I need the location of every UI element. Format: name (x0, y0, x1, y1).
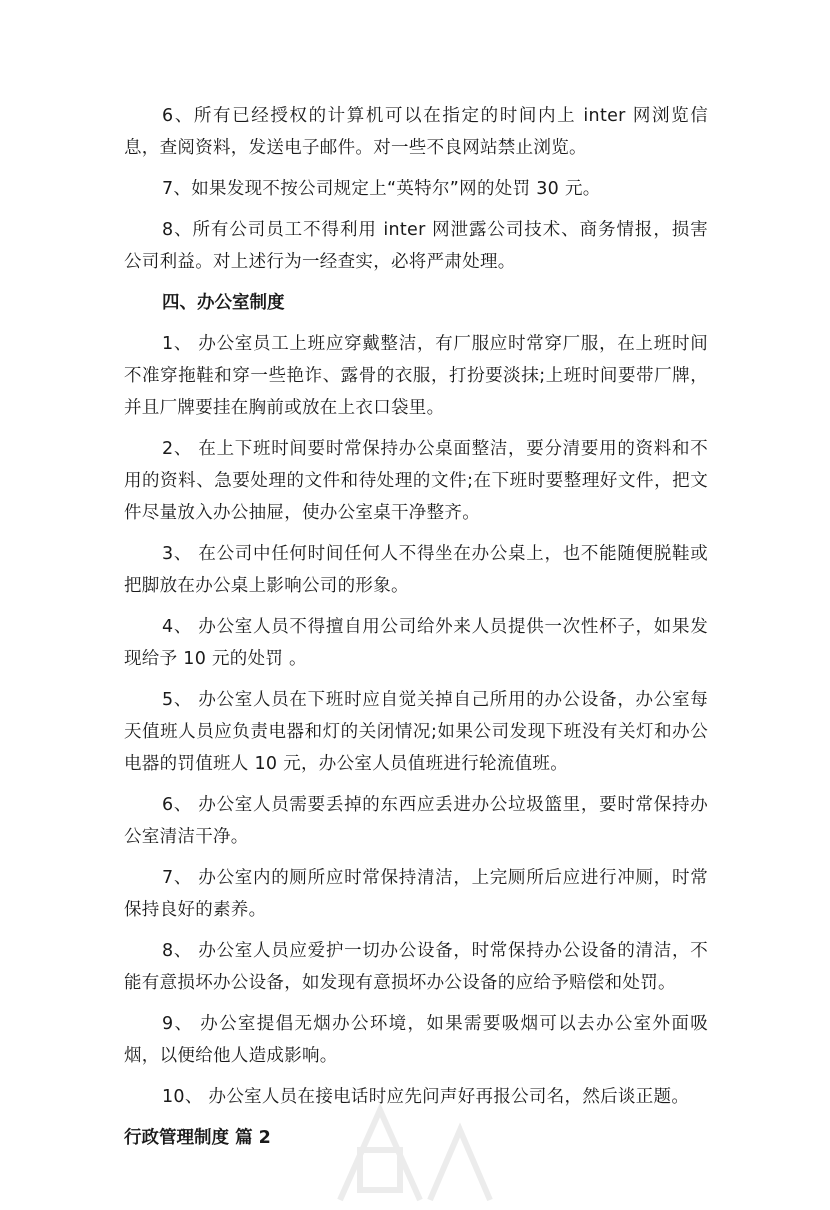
office-rule-10: 10、 办公室人员在接电话时应先问声好再报公司名，然后谈正题。 (162, 1087, 690, 1107)
office-rule-2: 2、 在上下班时间要时常保持办公桌面整洁，要分清要用的资料和不用的资料、急要处理的文件和待处理的文件;在下班时要整理好文件，把文件尽量放入办公抽屉，使办公室桌干净整齐。 (124, 439, 708, 523)
paragraph-internet-rule-6: 6、所有已经授权的计算机可以在指定的时间内上 inter 网浏览信息，查阅资料，发送电子邮件。对一些不良网站禁止浏览。 (124, 106, 708, 158)
office-rule-1: 1、 办公室员工上班应穿戴整洁，有厂服应时常穿厂服，在上班时间不准穿拖鞋和穿一些艳诈、露骨的衣服，打扮要淡抹;上班时间要带厂牌，并且厂牌要挂在胸前或放在上衣口袋里。 (124, 334, 708, 418)
section-heading-office-rules: 四、办公室制度 (162, 293, 285, 313)
office-rule-7: 7、 办公室内的厕所应时常保持清洁，上完厕所后应进行冲厕，时常保持良好的素养。 (124, 868, 708, 920)
office-rule-3: 3、 在公司中任何时间任何人不得坐在办公桌上，也不能随便脱鞋或把脚放在办公桌上影响公司的形象。 (124, 544, 708, 596)
office-rule-5: 5、 办公室人员在下班时应自觉关掉自己所用的办公设备，办公室每天值班人员应负责电器和灯的关闭情况;如果公司发现下班没有关灯和办公电器的罚值班人 10 元，办公室人员值班进行轮流值班。 (124, 690, 708, 774)
paragraph-internet-rule-8: 8、所有公司员工不得利用 inter 网泄露公司技术、商务情报，损害公司利益。对上述行为一经查实，必将严肃处理。 (124, 220, 708, 272)
office-rule-4: 4、 办公室人员不得擅自用公司给外来人员提供一次性杯子，如果发现给予 10 元的处罚 。 (124, 617, 708, 669)
office-rule-9: 9、 办公室提倡无烟办公环境，如果需要吸烟可以去办公室外面吸烟，以便给他人造成影响。 (124, 1014, 708, 1066)
document-body (124, 100, 708, 1154)
section-title-part-2: 行政管理制度 篇 2 (124, 1128, 271, 1148)
paragraph-internet-rule-7: 7、如果发现不按公司规定上“英特尔”网的处罚 30 元。 (162, 179, 601, 199)
office-rule-6: 6、 办公室人员需要丢掉的东西应丢进办公垃圾篮里，要时常保持办公室清洁干净。 (124, 795, 708, 847)
office-rule-8: 8、 办公室人员应爱护一切办公设备，时常保持办公设备的清洁，不能有意损坏办公设备，如发现有意损坏办公设备的应给予赔偿和处罚。 (124, 941, 708, 993)
